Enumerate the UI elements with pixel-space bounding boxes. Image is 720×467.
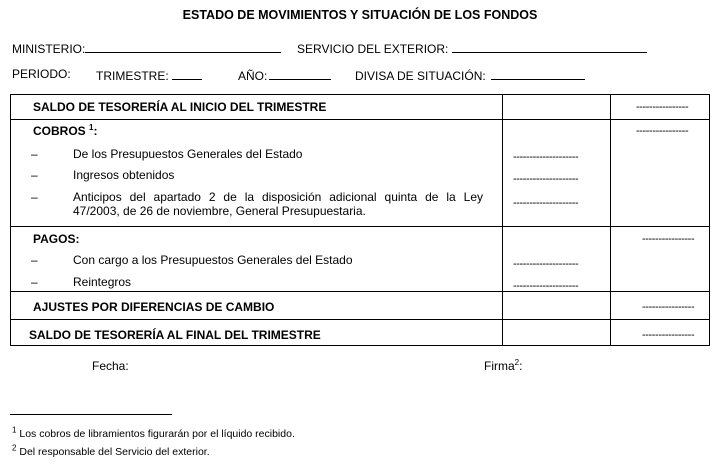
- page-title: ESTADO DE MOVIMIENTOS Y SITUACIÓN DE LOS FONDOS: [182, 8, 538, 22]
- bullet-dash: –: [31, 147, 38, 161]
- row-divider-3: [11, 291, 709, 292]
- column-divider-1: [502, 95, 503, 345]
- pagos-label: PAGOS:: [33, 232, 80, 246]
- anio-blank[interactable]: [269, 67, 331, 80]
- footnote-1-text: Los cobros de libramientos figurarán por el líquido recibido.: [19, 428, 295, 440]
- saldo-final-total[interactable]: ----------------: [642, 329, 695, 341]
- pagos-item-1: Con cargo a los Presupuestos Generales del Estado: [73, 253, 353, 267]
- cobros-item-2-amount[interactable]: --------------------: [513, 173, 579, 185]
- pagos-total[interactable]: ----------------: [642, 233, 695, 245]
- footnote-2-text: Del responsable del Servicio del exterior.: [19, 446, 210, 458]
- row-divider-1: [11, 119, 709, 120]
- bullet-dash: –: [31, 168, 38, 182]
- funds-table: [10, 94, 710, 346]
- anio-label: AÑO:: [238, 69, 268, 83]
- footnote-1: [12, 425, 295, 440]
- bullet-dash: –: [31, 253, 38, 267]
- fecha-label: Fecha:: [92, 359, 129, 373]
- servicio-label: SERVICIO DEL EXTERIOR:: [297, 42, 449, 56]
- periodo-label: PERIODO:: [12, 67, 71, 81]
- firma-footnote-ref: 2: [514, 358, 520, 367]
- row-divider-2: [11, 226, 709, 227]
- column-divider-2: [610, 95, 611, 345]
- cobros-label: [33, 124, 97, 138]
- trimestre-label: TRIMESTRE:: [96, 69, 169, 83]
- servicio-field[interactable]: [297, 40, 647, 56]
- cobros-item-3-line-1: Anticipos del apartado 2 de la disposición adicional quinta de la Ley: [73, 190, 483, 204]
- divisa-field[interactable]: [355, 67, 585, 83]
- divisa-blank[interactable]: [491, 67, 585, 80]
- pagos-item-2: Reintegros: [73, 275, 132, 289]
- cobros-item-2: Ingresos obtenidos: [73, 168, 175, 182]
- ajustes-total[interactable]: ----------------: [642, 301, 695, 313]
- cobros-item-1-amount[interactable]: --------------------: [513, 151, 579, 163]
- ministerio-blank[interactable]: [85, 40, 281, 53]
- footnote-2: [12, 443, 210, 458]
- ministerio-label: MINISTERIO:: [12, 42, 86, 56]
- row-divider-4: [11, 319, 709, 320]
- cobros-footnote-ref: 1: [89, 123, 94, 132]
- firma-text: Firma: [484, 359, 515, 373]
- cobros-total[interactable]: ----------------: [636, 125, 689, 137]
- trimestre-blank[interactable]: [172, 67, 202, 80]
- firma-colon: :: [519, 359, 523, 373]
- footnote-1-number: 1: [12, 425, 17, 435]
- servicio-blank[interactable]: [452, 40, 647, 53]
- saldo-inicio-total[interactable]: ----------------: [636, 101, 689, 113]
- cobros-item-3-line-2: 47/2003, de 26 de noviembre, General Presupuestaria.: [73, 204, 366, 218]
- cobros-item-3-amount[interactable]: --------------------: [513, 197, 579, 209]
- ministerio-field[interactable]: [12, 40, 281, 56]
- footnote-separator: [10, 414, 172, 415]
- pagos-item-2-amount[interactable]: --------------------: [513, 280, 579, 292]
- saldo-inicio-label: SALDO DE TESORERÍA AL INICIO DEL TRIMESTRE: [33, 100, 327, 114]
- divisa-label: DIVISA DE SITUACIÓN:: [355, 69, 486, 83]
- bullet-dash: –: [31, 275, 38, 289]
- cobros-colon: :: [93, 124, 98, 138]
- footnote-2-number: 2: [12, 443, 17, 453]
- ajustes-label: AJUSTES POR DIFERENCIAS DE CAMBIO: [33, 300, 275, 314]
- cobros-text: COBROS: [33, 124, 86, 138]
- cobros-item-1: De los Presupuestos Generales del Estado: [73, 147, 303, 161]
- firma-label: [484, 359, 522, 373]
- pagos-item-1-amount[interactable]: --------------------: [513, 258, 579, 270]
- anio-field[interactable]: [238, 67, 331, 83]
- trimestre-field[interactable]: [96, 67, 202, 83]
- saldo-final-label: SALDO DE TESORERÍA AL FINAL DEL TRIMESTRE: [29, 328, 321, 342]
- bullet-dash: –: [31, 190, 38, 204]
